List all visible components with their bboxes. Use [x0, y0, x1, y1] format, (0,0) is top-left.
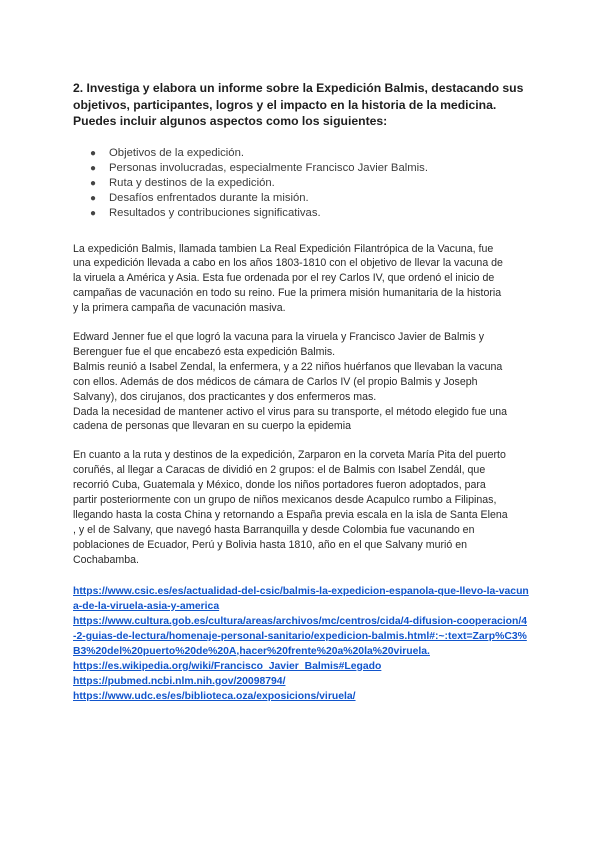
text-line: partir posteriormente con un grupo de niños mexicanos desde Acapulco rumbo a Filipinas,: [73, 494, 497, 507]
text-line: coruñés, al llegar a Caracas de dividió en 2 grupos: el de Balmis con Isabel Zendál, que: [73, 464, 486, 477]
references-list: [73, 584, 529, 704]
paragraph-introduction: [73, 242, 529, 317]
text-line: Berenguer fue el que encabezó esta expedición Balmis.: [73, 345, 336, 358]
reference-link-udc[interactable]: https://www.udc.es/es/biblioteca.oza/exposicions/viruela/: [73, 690, 356, 702]
text-line: recorrió Cuba, Guatemala y México, donde los niños portadores fueron adoptados, para: [73, 479, 486, 492]
text-line: Balmis reunió a Isabel Zendal, la enfermera, y a 22 niños huérfanos que llevaban la vacuna: [73, 360, 503, 373]
question-line: Puedes incluir algunos aspectos como los siguientes:: [73, 114, 388, 128]
document-content: [73, 80, 529, 704]
list-item: ● Ruta y destinos de la expedición.: [90, 176, 275, 189]
paragraph-route: [73, 448, 529, 567]
question-line: 2. Investiga y elabora un informe sobre la Expedición Balmis, destacando sus: [73, 81, 524, 95]
text-line: Cochabamba.: [73, 553, 139, 566]
text-line: Dada la necesidad de mantener activo el virus para su transporte, el método elegido fue una: [73, 405, 508, 418]
text-line: Edward Jenner fue el que logró la vacuna para la viruela y Francisco Javier de Balmis y: [73, 331, 485, 344]
reference-link-pubmed[interactable]: https://pubmed.ncbi.nlm.nih.gov/20098794/: [73, 675, 286, 687]
text-line: campañas de vacunación en todo su reino. Fue la primera misión humanitaria de la historia: [73, 287, 502, 300]
text-line: Salvany), dos cirujanos, dos practicantes y dos enfermeros mas.: [73, 390, 377, 403]
reference-link-cultura[interactable]: https://www.cultura.gob.es/cultura/areas/archivos/mc/centros/cida/4-difusion-cooperacion/4-2-guias-de-lectura/homenaje-personal-sanitario/expedicion-balmis.html#:~:text=Zarp%C3%B3%20del%20puerto%20de%20A,hacer%20frente%20a%20la%20viruela.: [73, 615, 528, 657]
bullet-icon: ●: [90, 177, 97, 189]
reference-link-csic[interactable]: https://www.csic.es/es/actualidad-del-csic/balmis-la-expedicion-espanola-que-llevo-la-vacuna-de-la-viruela-asia-y-america: [73, 585, 529, 612]
text-line: La expedición Balmis, llamada tambien La Real Expedición Filantrópica de la Vacuna, fue: [73, 242, 494, 255]
question-line: objetivos, participantes, logros y el impacto en la historia de la medicina.: [73, 97, 497, 112]
bullet-icon: ●: [90, 192, 97, 204]
reference-link-wikipedia[interactable]: https://es.wikipedia.org/wiki/Francisco_Javier_Balmis#Legado: [73, 660, 382, 672]
list-item: ● Personas involucradas, especialmente Francisco Javier Balmis.: [90, 161, 428, 174]
list-item: ● Resultados y contribuciones significativas.: [90, 206, 321, 219]
text-line: una expedición llevada a cabo en los años 1803-1810 con el objetivo de llevar la vacuna de: [73, 257, 503, 270]
list-item: ● Desafíos enfrentados durante la misión.: [90, 191, 309, 204]
text-line: cadena de personas que llevaran en su cuerpo la epidemia: [73, 420, 351, 433]
list-item: ● Objetivos de la expedición.: [90, 146, 245, 159]
bullet-icon: ●: [90, 207, 97, 219]
aspects-list: [73, 146, 529, 221]
assignment-question: [73, 80, 529, 130]
bullet-icon: ●: [90, 147, 97, 159]
text-line: poblaciones de Ecuador, Perú y Bolivia hasta 1810, año en el que Salvany murió en: [73, 538, 467, 551]
text-line: , y el de Salvany, que navegó hasta Barranquilla y desde Colombia fue vacunando en: [73, 523, 475, 536]
bullet-icon: ●: [90, 162, 97, 174]
paragraph-participants: [73, 330, 529, 434]
text-line: llegando hasta la costa China y retornando a España previa escala en la isla de Santa Elena: [73, 509, 508, 521]
text-line: En cuanto a la ruta y destinos de la expedición, Zarparon en la corveta María Pita del puerto: [73, 449, 506, 462]
text-line: la viruela a América y Asia. Esta fue ordenada por el rey Carlos IV, que ordenó el inicio de: [73, 272, 495, 285]
text-line: con ellos. Además de dos médicos de cámara de Carlos IV (el propio Balmis y Joseph: [73, 375, 478, 388]
text-line: y la primera campaña de vacunación masiva.: [73, 302, 286, 315]
